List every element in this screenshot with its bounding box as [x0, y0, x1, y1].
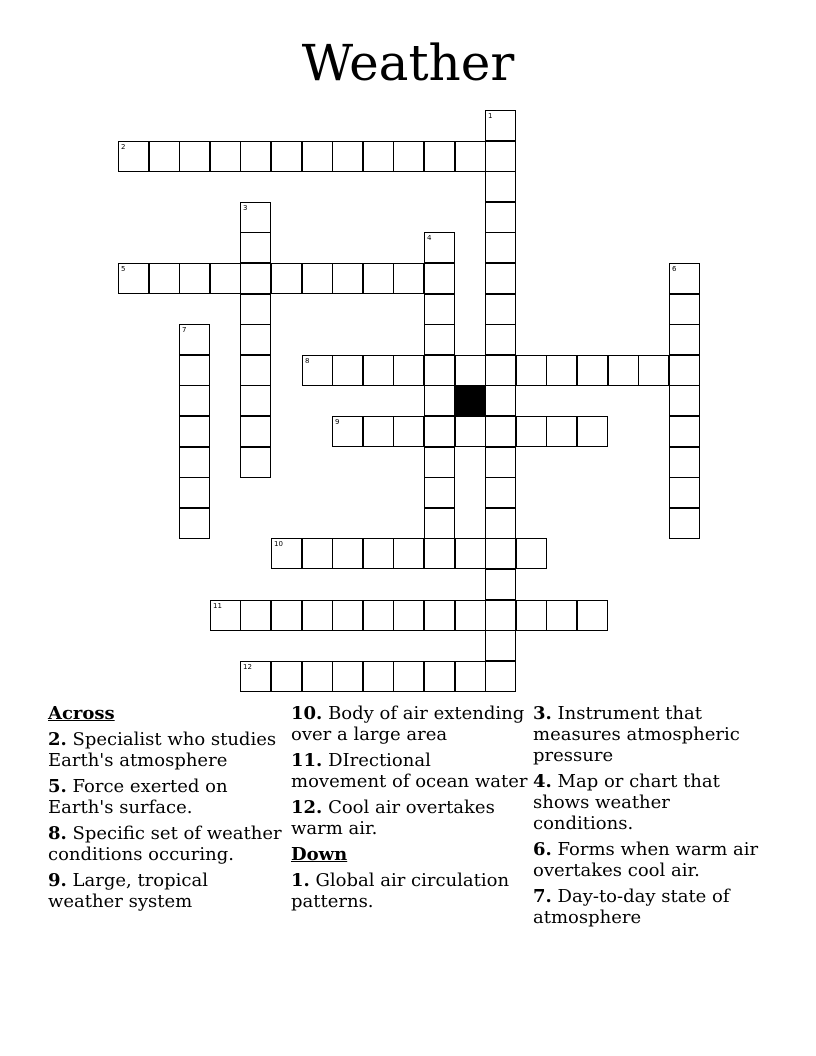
grid-cell[interactable]	[424, 477, 455, 508]
grid-cell[interactable]	[332, 141, 363, 172]
grid-cell[interactable]	[485, 294, 516, 325]
grid-cell[interactable]	[179, 385, 210, 416]
clue-across-5	[48, 776, 286, 818]
clue-column-1	[48, 703, 286, 917]
cell-number: 5	[121, 265, 126, 273]
clue-number: 1.	[291, 870, 310, 891]
grid-cell[interactable]	[302, 141, 333, 172]
grid-cell[interactable]	[516, 416, 547, 447]
grid-cell[interactable]	[455, 355, 486, 386]
grid-cell[interactable]	[302, 538, 333, 569]
clue-column-3	[533, 703, 771, 933]
grid-cell[interactable]	[393, 538, 424, 569]
grid-cell[interactable]	[485, 202, 516, 233]
grid-cell[interactable]	[240, 416, 271, 447]
clue-text: Map or chart that shows weather conditions.	[533, 771, 720, 834]
grid-cell[interactable]	[485, 385, 516, 416]
clue-across-11	[291, 750, 529, 792]
clue-number: 6.	[533, 839, 552, 860]
grid-cell[interactable]	[332, 263, 363, 294]
grid-cell[interactable]	[363, 355, 394, 386]
grid-cell[interactable]	[393, 263, 424, 294]
black-cell	[455, 385, 486, 416]
clue-down-4	[533, 771, 771, 834]
puzzle-title: Weather	[301, 34, 515, 92]
grid-cell[interactable]	[516, 355, 547, 386]
clue-across-2	[48, 729, 286, 771]
grid-cell[interactable]	[302, 661, 333, 692]
grid-cell[interactable]	[179, 324, 210, 355]
clue-across-8	[48, 823, 286, 865]
grid-cell[interactable]	[455, 600, 486, 631]
grid-cell[interactable]	[516, 538, 547, 569]
grid-cell[interactable]	[485, 324, 516, 355]
grid-cell[interactable]	[546, 600, 577, 631]
grid-cell[interactable]	[210, 600, 241, 631]
grid-cell[interactable]	[455, 538, 486, 569]
cell-number: 3	[243, 204, 248, 212]
clue-down-6	[533, 839, 771, 881]
grid-cell[interactable]	[577, 355, 608, 386]
across-header: Across	[48, 703, 115, 724]
grid-cell[interactable]	[240, 232, 271, 263]
clue-number: 7.	[533, 886, 552, 907]
grid-cell[interactable]	[485, 661, 516, 692]
cell-number: 8	[305, 357, 310, 365]
grid-cell[interactable]	[424, 324, 455, 355]
grid-cell[interactable]	[424, 416, 455, 447]
grid-cell[interactable]	[638, 355, 669, 386]
grid-cell[interactable]	[669, 263, 700, 294]
grid-cell[interactable]	[271, 600, 302, 631]
grid-cell[interactable]	[424, 294, 455, 325]
grid-cell[interactable]	[546, 355, 577, 386]
clue-text: Day-to-day state of atmosphere	[533, 886, 730, 928]
grid-cell[interactable]	[485, 355, 516, 386]
clue-number: 12.	[291, 797, 323, 818]
grid-cell[interactable]	[240, 294, 271, 325]
clue-text: Instrument that measures atmospheric pressure	[533, 703, 740, 766]
cell-number: 4	[427, 234, 432, 242]
grid-cell[interactable]	[424, 355, 455, 386]
clue-column-2	[291, 703, 529, 917]
grid-cell[interactable]	[271, 538, 302, 569]
grid-cell[interactable]	[485, 447, 516, 478]
grid-cell[interactable]	[546, 416, 577, 447]
clue-text: Cool air overtakes warm air.	[291, 797, 495, 839]
grid-cell[interactable]	[485, 538, 516, 569]
grid-cell[interactable]	[424, 263, 455, 294]
grid-cell[interactable]	[240, 661, 271, 692]
grid-cell[interactable]	[485, 171, 516, 202]
grid-cell[interactable]	[669, 508, 700, 539]
clue-number: 2.	[48, 729, 67, 750]
grid-cell[interactable]	[363, 661, 394, 692]
clue-across-12	[291, 797, 529, 839]
grid-cell[interactable]	[424, 447, 455, 478]
clue-number: 8.	[48, 823, 67, 844]
grid-cell[interactable]	[302, 355, 333, 386]
grid-cell[interactable]	[240, 324, 271, 355]
grid-cell[interactable]	[455, 416, 486, 447]
grid-cell[interactable]	[363, 416, 394, 447]
clue-across-10	[291, 703, 529, 745]
clue-number: 10.	[291, 703, 323, 724]
grid-cell[interactable]	[485, 630, 516, 661]
clue-across-9	[48, 870, 286, 912]
grid-cell[interactable]	[424, 600, 455, 631]
cell-number: 6	[672, 265, 677, 273]
grid-cell[interactable]	[608, 355, 639, 386]
grid-cell[interactable]	[393, 661, 424, 692]
clue-number: 9.	[48, 870, 67, 891]
grid-cell[interactable]	[332, 355, 363, 386]
grid-cell[interactable]	[332, 661, 363, 692]
grid-cell[interactable]	[179, 416, 210, 447]
grid-cell[interactable]	[179, 447, 210, 478]
grid-cell[interactable]	[577, 416, 608, 447]
clue-number: 4.	[533, 771, 552, 792]
grid-cell[interactable]	[424, 538, 455, 569]
clue-text: Forms when warm air overtakes cool air.	[533, 839, 759, 881]
grid-cell[interactable]	[240, 385, 271, 416]
grid-cell[interactable]	[424, 508, 455, 539]
cell-number: 12	[243, 663, 252, 671]
grid-cell[interactable]	[516, 600, 547, 631]
grid-cell[interactable]	[118, 141, 149, 172]
grid-cell[interactable]	[485, 416, 516, 447]
clue-down-7	[533, 886, 771, 928]
grid-cell[interactable]	[669, 324, 700, 355]
clue-number: 5.	[48, 776, 67, 797]
cell-number: 10	[274, 540, 283, 548]
grid-cell[interactable]	[485, 569, 516, 600]
clue-down-3	[533, 703, 771, 766]
grid-cell[interactable]	[424, 385, 455, 416]
grid-cell[interactable]	[393, 355, 424, 386]
clue-text: Specialist who studies Earth's atmosphere	[48, 729, 277, 771]
cell-number: 7	[182, 326, 187, 334]
grid-cell[interactable]	[363, 600, 394, 631]
cell-number: 9	[335, 418, 340, 426]
cell-number: 2	[121, 143, 126, 151]
cell-number: 11	[213, 602, 222, 610]
grid-cell[interactable]	[485, 110, 516, 141]
grid-cell[interactable]	[669, 294, 700, 325]
grid-cell[interactable]	[424, 661, 455, 692]
grid-cell[interactable]	[485, 477, 516, 508]
grid-cell[interactable]	[485, 141, 516, 172]
grid-cell[interactable]	[363, 141, 394, 172]
clue-text: Global air circulation patterns.	[291, 870, 510, 912]
grid-cell[interactable]	[271, 263, 302, 294]
grid-cell[interactable]	[485, 600, 516, 631]
grid-cell[interactable]	[179, 141, 210, 172]
grid-cell[interactable]	[210, 141, 241, 172]
grid-cell[interactable]	[455, 661, 486, 692]
grid-cell[interactable]	[363, 538, 394, 569]
clue-text: Specific set of weather conditions occuring.	[48, 823, 282, 865]
grid-cell[interactable]	[179, 355, 210, 386]
cell-number: 1	[488, 112, 493, 120]
grid-cell[interactable]	[302, 263, 333, 294]
grid-cell[interactable]	[332, 538, 363, 569]
down-header: Down	[291, 844, 348, 865]
grid-cell[interactable]	[455, 141, 486, 172]
grid-cell[interactable]	[240, 263, 271, 294]
grid-cell[interactable]	[669, 385, 700, 416]
grid-cell[interactable]	[271, 661, 302, 692]
grid-cell[interactable]	[240, 355, 271, 386]
grid-cell[interactable]	[424, 141, 455, 172]
grid-cell[interactable]	[240, 202, 271, 233]
grid-cell[interactable]	[332, 600, 363, 631]
clue-text: DIrectional movement of ocean water	[291, 750, 528, 792]
grid-cell[interactable]	[271, 141, 302, 172]
grid-cell[interactable]	[393, 141, 424, 172]
clue-text: Large, tropical weather system	[48, 870, 208, 912]
grid-cell[interactable]	[179, 477, 210, 508]
grid-cell[interactable]	[240, 600, 271, 631]
clue-down-1	[291, 870, 529, 912]
grid-cell[interactable]	[332, 416, 363, 447]
grid-cell[interactable]	[485, 232, 516, 263]
grid-cell[interactable]	[577, 600, 608, 631]
grid-cell[interactable]	[363, 263, 394, 294]
grid-cell[interactable]	[485, 508, 516, 539]
grid-cell[interactable]	[179, 508, 210, 539]
grid-cell[interactable]	[118, 263, 149, 294]
clue-number: 11.	[291, 750, 323, 771]
grid-cell[interactable]	[424, 232, 455, 263]
grid-cell[interactable]	[669, 416, 700, 447]
grid-cell[interactable]	[302, 600, 333, 631]
grid-cell[interactable]	[393, 416, 424, 447]
grid-cell[interactable]	[669, 447, 700, 478]
grid-cell[interactable]	[669, 355, 700, 386]
grid-cell[interactable]	[669, 477, 700, 508]
grid-cell[interactable]	[149, 263, 180, 294]
clue-text: Force exerted on Earth's surface.	[48, 776, 228, 818]
grid-cell[interactable]	[240, 141, 271, 172]
grid-cell[interactable]	[393, 600, 424, 631]
grid-cell[interactable]	[179, 263, 210, 294]
grid-cell[interactable]	[240, 447, 271, 478]
grid-cell[interactable]	[210, 263, 241, 294]
clue-number: 3.	[533, 703, 552, 724]
grid-cell[interactable]	[485, 263, 516, 294]
grid-cell[interactable]	[149, 141, 180, 172]
clue-text: Body of air extending over a large area	[291, 703, 525, 745]
